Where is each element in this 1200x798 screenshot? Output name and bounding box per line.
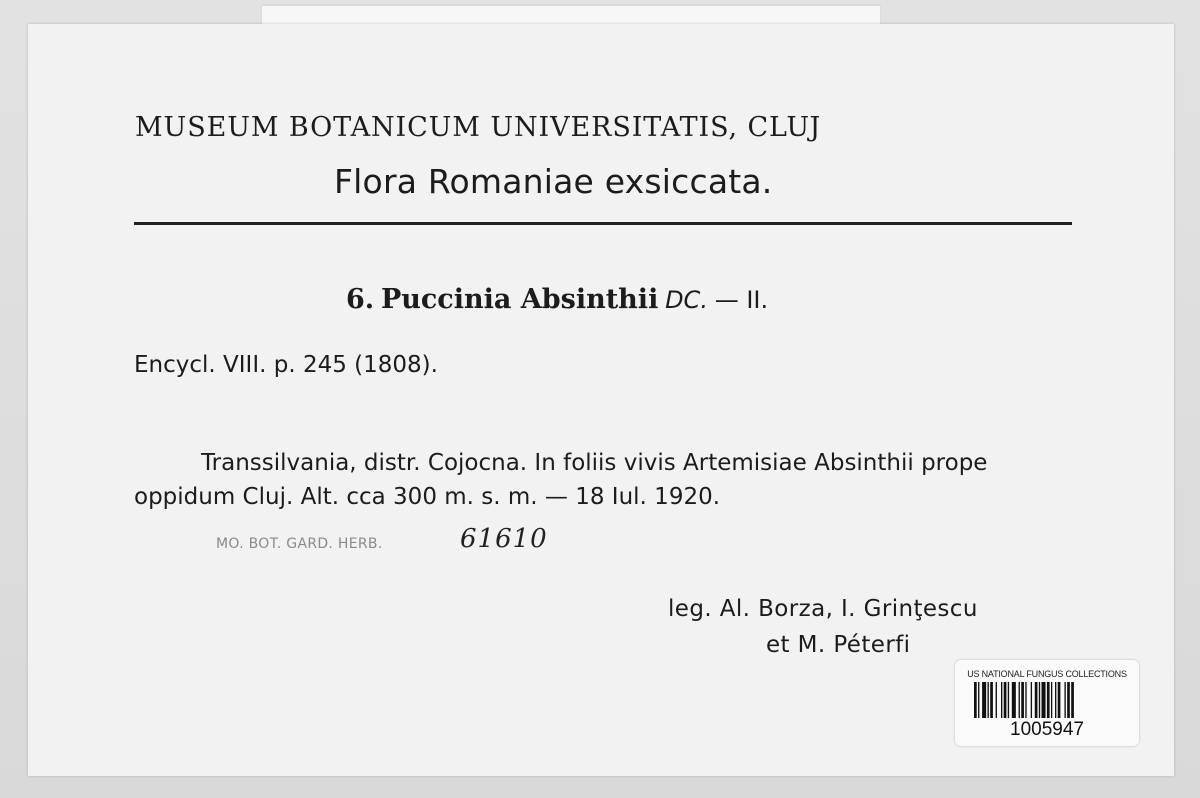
header-divider: [134, 222, 1072, 225]
collectors-line-1: leg. Al. Borza, I. Grinţescu: [668, 596, 978, 622]
herbarium-handwritten-number: 61610: [460, 524, 548, 554]
locality-line-1: Transsilvania, distr. Cojocna. In foliis vivis Artemisiae Absinthii prope: [201, 450, 988, 476]
collectors-line-2: et M. Péterfi: [766, 632, 911, 658]
locality-line-2: oppidum Cluj. Alt. cca 300 m. s. m. — 18 Iul. 1920.: [134, 484, 721, 510]
species-number: 6.: [346, 284, 375, 315]
museum-heading: MUSEUM BOTANICUM UNIVERSITATIS, CLUJ: [135, 112, 822, 143]
species-name: Puccinia Absinthii: [380, 284, 659, 315]
spore-stage: — II.: [714, 286, 769, 314]
species-author: DC.: [665, 286, 708, 314]
barcode-icon: [974, 682, 1120, 718]
series-title: Flora Romaniae exsiccata.: [334, 162, 773, 201]
citation-text: Encycl. VIII. p. 245 (1808).: [134, 352, 438, 378]
barcode-title: US NATIONAL FUNGUS COLLECTIONS: [967, 669, 1127, 679]
herbarium-stamp: MO. BOT. GARD. HERB.: [216, 536, 383, 552]
barcode-number: 1005947: [1010, 719, 1084, 740]
barcode-sticker: [955, 660, 1139, 746]
species-line: [346, 284, 768, 315]
